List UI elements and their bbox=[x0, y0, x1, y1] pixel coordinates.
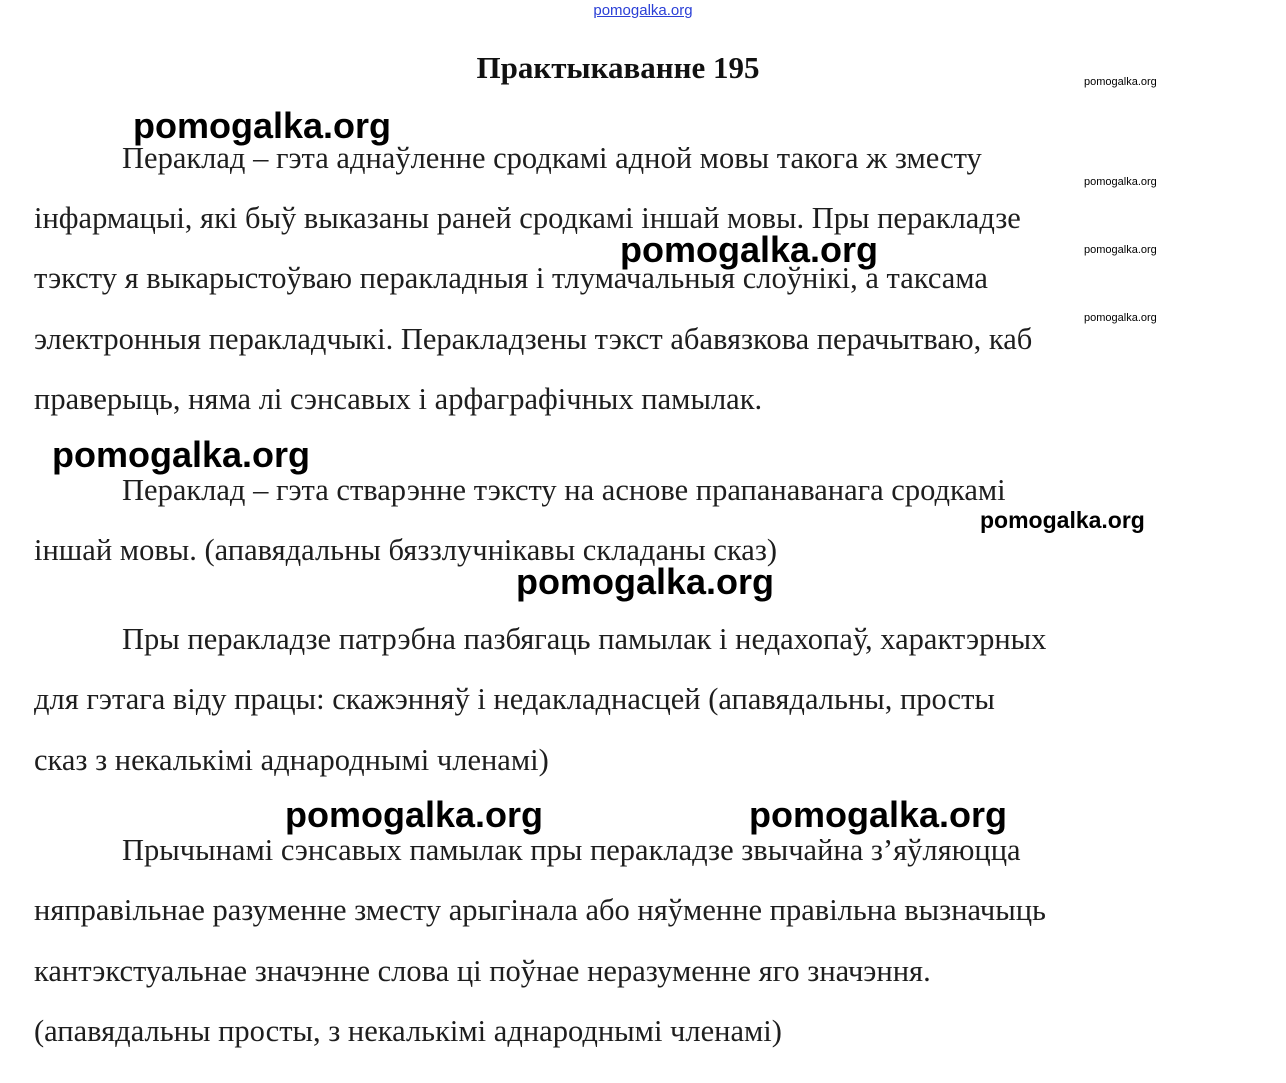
watermark: pomogalka.org bbox=[1084, 76, 1157, 88]
watermark: pomogalka.org bbox=[749, 794, 1008, 835]
paragraph-4-line-4: (апавядальны просты, з некалькімі аднароднымі членамі) bbox=[34, 1014, 782, 1048]
paragraph-1-line-2: інфармацыі, які быў выказаны раней сродкамі іншай мовы. Пры перакладзе bbox=[34, 201, 1021, 235]
watermark: pomogalka.org bbox=[52, 434, 311, 475]
paragraph-1-line-3: тэксту я выкарыстоўваю перакладныя і тлумачальныя слоўнікі, а таксама bbox=[34, 261, 988, 295]
paragraph-1-line-5: праверыць, няма лі сэнсавых і арфаграфічных памылак. bbox=[34, 382, 763, 416]
exercise-title: Практыкаванне 195 bbox=[476, 50, 760, 85]
paragraph-1-line-1: Пераклад – гэта аднаўленне сродкамі адной мовы такога ж зместу bbox=[122, 141, 982, 175]
watermark: pomogalka.org bbox=[620, 229, 879, 270]
paragraph-1-line-4: электронныя перакладчыкі. Перакладзены тэкст абавязкова перачытваю, каб bbox=[34, 322, 1033, 356]
watermark: pomogalka.org bbox=[285, 794, 544, 835]
watermark: pomogalka.org bbox=[133, 105, 392, 146]
watermark: pomogalka.org bbox=[1084, 312, 1157, 324]
watermark: pomogalka.org bbox=[516, 561, 775, 602]
top-site-link[interactable]: pomogalka.org bbox=[593, 2, 693, 19]
paragraph-3-line-2: для гэтага віду працы: скажэнняў і недакладнасцей (апавядальны, просты bbox=[34, 682, 995, 716]
paragraph-4-line-2: няправільнае разуменне зместу арыгінала або няўменне правільна вызначыць bbox=[34, 893, 1046, 927]
watermark: pomogalka.org bbox=[980, 507, 1145, 533]
paragraph-3-line-1: Пры перакладзе патрэбна пазбягаць памылак і недахопаў, характэрных bbox=[122, 622, 1047, 656]
paragraph-3-line-3: сказ з некалькімі аднароднымі членамі) bbox=[34, 743, 549, 777]
paragraph-4-line-3: кантэкстуальнае значэнне слова ці поўнае неразуменне яго значэння. bbox=[34, 954, 931, 988]
paragraph-2-line-1: Пераклад – гэта стварэнне тэксту на аснове прапанаванага сродкамі bbox=[122, 473, 1006, 507]
watermark: pomogalka.org bbox=[1084, 176, 1157, 188]
watermark: pomogalka.org bbox=[1084, 244, 1157, 256]
paragraph-2-line-2: іншай мовы. (апавядальны бяззлучнікавы складаны сказ) bbox=[34, 533, 778, 567]
paragraph-4-line-1: Прычынамі сэнсавых памылак пры перакладзе звычайна з’яўляюцца bbox=[122, 833, 1021, 867]
